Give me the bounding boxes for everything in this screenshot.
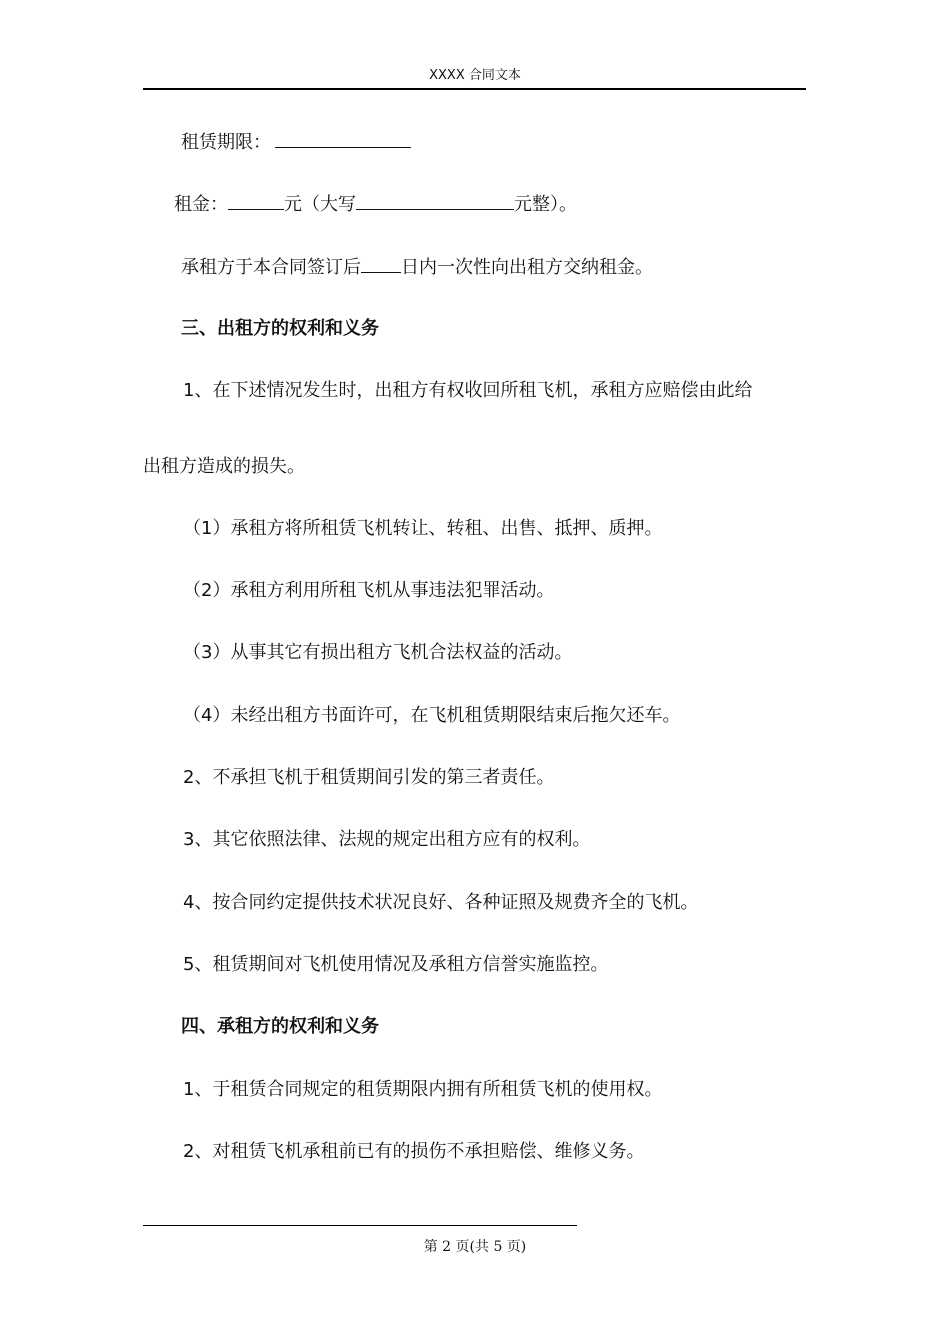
rent-label: 租金：: [174, 194, 228, 215]
lease-term-line: [181, 129, 411, 156]
rent-unit: 元（大写: [284, 194, 356, 215]
section3-item-2: 2、不承担飞机于租赁期间引发的第三者责任。: [183, 767, 555, 788]
rent-amount-blank: [228, 191, 284, 210]
section3-sub-2: （2）承租方利用所租飞机从事违法犯罪活动。: [183, 580, 555, 601]
section4-heading: 四、承租方的权利和义务: [181, 1016, 379, 1037]
section3-sub-4: （4）未经出租方书面许可，在飞机租赁期限结束后拖欠还车。: [183, 705, 681, 726]
section4-item-1: 1、于租赁合同规定的租赁期限内拥有所租赁飞机的使用权。: [183, 1079, 663, 1100]
payment-days-blank: [361, 254, 401, 273]
section3-heading: 三、出租方的权利和义务: [181, 318, 379, 339]
rent-end: 元整）。: [514, 194, 577, 215]
rent-capital-blank: [356, 191, 514, 210]
section3-item-4: 4、按合同约定提供技术状况良好、各种证照及规费齐全的飞机。: [183, 892, 699, 913]
section3-sub-1: （1）承租方将所租赁飞机转让、转租、出售、抵押、质押。: [183, 518, 663, 539]
payment-after: 日内一次性向出租方交纳租金。: [401, 257, 653, 278]
lease-term-blank: [275, 129, 411, 148]
page-header-title: XXXX 合同文本: [429, 68, 521, 83]
lease-term-label: 租赁期限：: [181, 132, 271, 153]
section3-item1-line1: 1、在下述情况发生时，出租方有权收回所租飞机，承租方应赔偿由此给: [183, 380, 753, 401]
section3-item1-line2: 出租方造成的损失。: [143, 456, 305, 477]
header-divider: [143, 88, 806, 90]
section3-item-5: 5、租赁期间对飞机使用情况及承租方信誉实施监控。: [183, 954, 609, 975]
section3-sub-3: （3）从事其它有损出租方飞机合法权益的活动。: [183, 642, 573, 663]
section3-item-3: 3、其它依照法律、法规的规定出租方应有的权利。: [183, 829, 591, 850]
payment-before: 承租方于本合同签订后: [181, 257, 361, 278]
section4-item-2: 2、对租赁飞机承租前已有的损伤不承担赔偿、维修义务。: [183, 1141, 645, 1162]
footer-divider: [143, 1225, 577, 1226]
page-number: 第 2 页(共 5 页): [423, 1239, 527, 1255]
rent-line: [174, 191, 577, 218]
payment-line: [181, 254, 653, 281]
